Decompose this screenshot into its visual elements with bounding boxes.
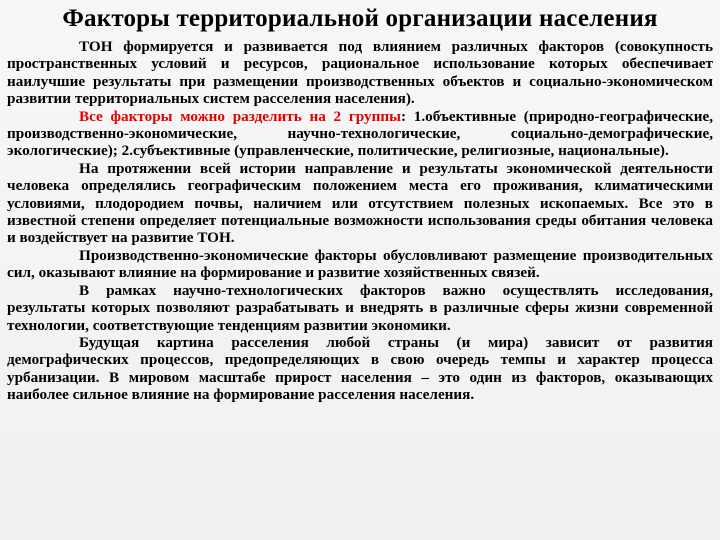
paragraph-text: : 1.объективные (природно-географические, производственно-экономические, научно-технологические, социально-демографические, экологические); 2.субъективные (управленческие, политические, религиозные, национальные). xyxy=(7,107,713,160)
paragraph-text: На протяжении всей истории направление и результаты экономической деятельности человека определялись географическим положением места его проживания, климатическими условиями, плодородием почвы, наличием или отсутствием полезных ископаемых. Все это в известной степени определяет потенциальные возможности использования среды обитания человека и воздействует на развитие ТОН. xyxy=(7,159,713,247)
paragraph-production-factors xyxy=(7,247,713,282)
paragraph-ton-definition xyxy=(7,38,713,108)
paragraph-text: В рамках научно-технологических факторов важно осуществлять исследования, результаты которых позволяют разрабатывать и внедрять в различные сферы жизни современной технологии, соответствующие тенденциям развитии экономики. xyxy=(7,281,713,334)
paragraph-scientific-factors xyxy=(7,282,713,334)
slide-title: Факторы территориальной организации населения xyxy=(62,5,658,32)
paragraph-text: Производственно-экономические факторы обусловливают размещение производительных сил, оказывают влияние на формирование и развитие хозяйственных связей. xyxy=(7,246,713,282)
paragraph-demographic-factors xyxy=(7,334,713,404)
paragraph-history xyxy=(7,160,713,247)
slide-body xyxy=(7,38,713,404)
paragraph-factor-groups xyxy=(7,108,713,160)
paragraph-text: Будущая картина расселения любой страны (и мира) зависит от развития демографических процессов, предопределяющих в свою очередь темпы и характер процесса урбанизации. В мировом масштабе прирост населения – это один из факторов, оказывающих наиболее сильное влияние на формирование расселения населения. xyxy=(7,333,713,404)
paragraph-text: ТОН формируется и развивается под влиянием различных факторов (совокупность пространственных условий и ресурсов, рациональное использование которых обеспечивает наилучшие результаты при размещении производственных объектов и социально-экономическом развитии территориальных систем расселения населения). xyxy=(7,38,713,108)
highlighted-text: Все факторы можно разделить на 2 группы xyxy=(79,107,401,125)
